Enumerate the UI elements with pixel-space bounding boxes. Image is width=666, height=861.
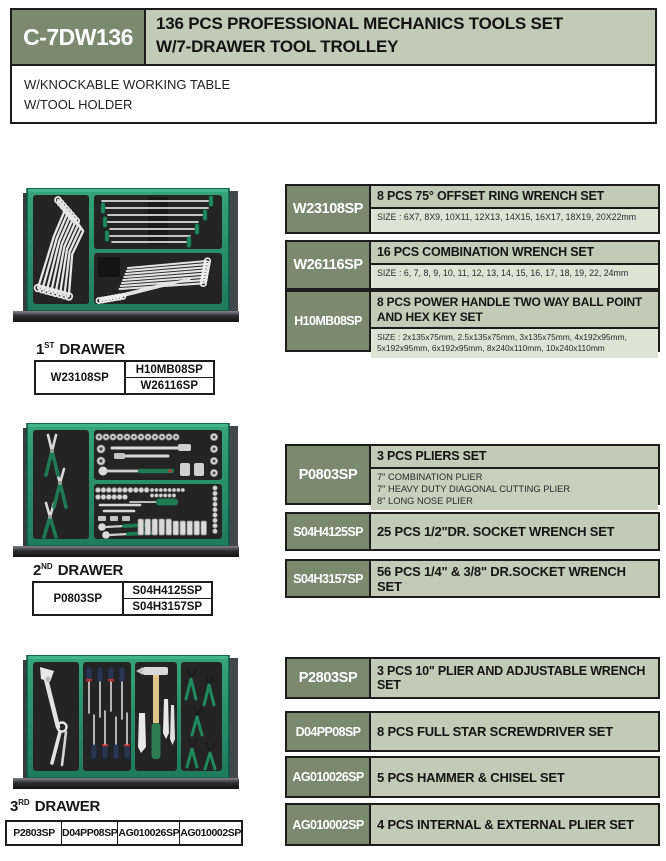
table-cell: AG010002SP [179, 822, 241, 844]
part-number-label: D04PP08SP [287, 713, 371, 750]
drawer-2-photo [10, 423, 242, 561]
product-block-p2803sp [285, 657, 660, 699]
product-title: 8 PCS POWER HANDLE TWO WAY BALL POINT AND HEX KEY SET [371, 292, 658, 329]
feature-item: W/TOOL HOLDER [24, 96, 133, 112]
drawer-1-photo [10, 188, 242, 326]
drawer-2-table [32, 581, 213, 616]
drawer-3-table [5, 820, 243, 846]
table-cell: W26116SP [140, 379, 199, 392]
part-number-label: AG010002SP [287, 805, 371, 844]
foam-insert [181, 662, 222, 771]
product-title: 3 PCS PLIERS SET [371, 446, 658, 469]
detail-line: 7" COMBINATION PLIER [377, 471, 483, 482]
detail-line: 8" LONG NOSE PLIER [377, 495, 473, 506]
drawer-slide-right [229, 658, 238, 778]
drawer-ordinal: ST [44, 341, 55, 350]
part-number-label: S04H3157SP [287, 561, 371, 596]
product-sizes: SIZE : 2x135x75mm, 2.5x135x75mm, 3x135x75mm, 4x192x95mm, 5x192x95mm, 6x192x95mm, 8x240x110mm, 10x240x110mm [371, 329, 658, 358]
drawer-front-rail [13, 546, 239, 557]
product-block-s04h3157sp [285, 559, 660, 598]
page-header [10, 8, 657, 124]
drawer-number: 3 [10, 798, 19, 815]
product-block-w26116sp [285, 240, 660, 290]
page-title-line1: 136 PCS PROFESSIONAL MECHANICS TOOLS SET [156, 14, 564, 33]
product-block-h10mb08sp [285, 290, 660, 352]
drawer-slide-right [229, 426, 238, 546]
drawer-1-table [34, 360, 215, 395]
page-title-line2: W/7-DRAWER TOOL TROLLEY [156, 36, 399, 56]
part-number-label: H10MB08SP [287, 292, 371, 350]
part-number-label: W26116SP [287, 242, 371, 288]
product-title: 4 PCS INTERNAL & EXTERNAL PLIER SET [377, 817, 634, 832]
detail-line: 7" HEAVY DUTY DIAGONAL CUTTING PLIER [377, 483, 571, 494]
drawer-2-caption [33, 562, 123, 579]
drawer-front-rail [13, 778, 239, 789]
part-number-label: P0803SP [287, 446, 371, 503]
product-title: 16 PCS COMBINATION WRENCH SET [371, 242, 658, 265]
table-cell: D04PP08SP [61, 822, 117, 844]
drawer-word: DRAWER [34, 798, 101, 815]
feature-item: W/KNOCKABLE WORKING TABLE [24, 77, 231, 92]
part-number-label: W23108SP [287, 186, 371, 232]
table-cell: P2803SP [13, 827, 55, 839]
part-number-label: AG010026SP [287, 758, 371, 796]
drawer-slide-right [229, 191, 238, 311]
table-cell: AG010026SP [117, 822, 179, 844]
drawer-number: 1 [36, 341, 45, 358]
drawer-ordinal: RD [18, 798, 30, 807]
product-block-ag010026sp [285, 756, 660, 798]
product-block-s04h4125sp [285, 512, 660, 551]
product-title: 56 PCS 1/4" & 3/8" DR.SOCKET WRENCH SET [377, 563, 626, 594]
table-cell: W23108SP [36, 362, 126, 393]
chisel-illustration [163, 699, 169, 739]
drawer-3-photo [10, 655, 242, 793]
part-number-label: S04H4125SP [287, 514, 371, 549]
product-block-ag010002sp [285, 803, 660, 846]
drawer-word: DRAWER [57, 562, 124, 579]
product-title: 5 PCS HAMMER & CHISEL SET [377, 769, 565, 785]
product-block-w23108sp [285, 184, 660, 234]
product-block-d04pp08sp [285, 711, 660, 752]
drawer-1-caption [36, 341, 125, 358]
page-title [146, 10, 655, 64]
table-cell: P0803SP [34, 583, 124, 614]
header-title-band [12, 10, 655, 66]
product-details [371, 469, 658, 510]
product-sizes: SIZE : 6, 7, 8, 9, 10, 11, 12, 13, 14, 15, 16, 17, 18, 19, 22, 24mm [371, 265, 658, 288]
chisel-illustration [138, 713, 146, 753]
part-number-label: P2803SP [287, 659, 371, 697]
drawer-word: DRAWER [59, 341, 125, 358]
model-code-badge: C-7DW136 [12, 10, 146, 64]
feature-list [12, 66, 655, 123]
product-title: 8 PCS 75° OFFSET RING WRENCH SET [371, 186, 658, 209]
table-cell: S04H3157SP [132, 600, 203, 613]
table-cell: H10MB08SP [126, 362, 214, 378]
product-title: 8 PCS FULL STAR SCREWDRIVER SET [377, 724, 614, 739]
product-sizes: SIZE : 6X7, 8X9, 10X11, 12X13, 14X15, 16X17, 18X19, 20X22mm [371, 209, 658, 232]
product-block-p0803sp [285, 444, 660, 505]
drawer-ordinal: ND [41, 562, 53, 571]
drawer-number: 2 [33, 562, 42, 579]
table-cell: S04H4125SP [124, 583, 212, 599]
drawer-3-caption [10, 798, 100, 815]
drawer-front-rail [13, 311, 239, 322]
product-title: 25 PCS 1/2"DR. SOCKET WRENCH SET [377, 524, 615, 539]
product-title: 3 PCS 10" PLIER AND ADJUSTABLE WRENCH SET [377, 664, 646, 692]
